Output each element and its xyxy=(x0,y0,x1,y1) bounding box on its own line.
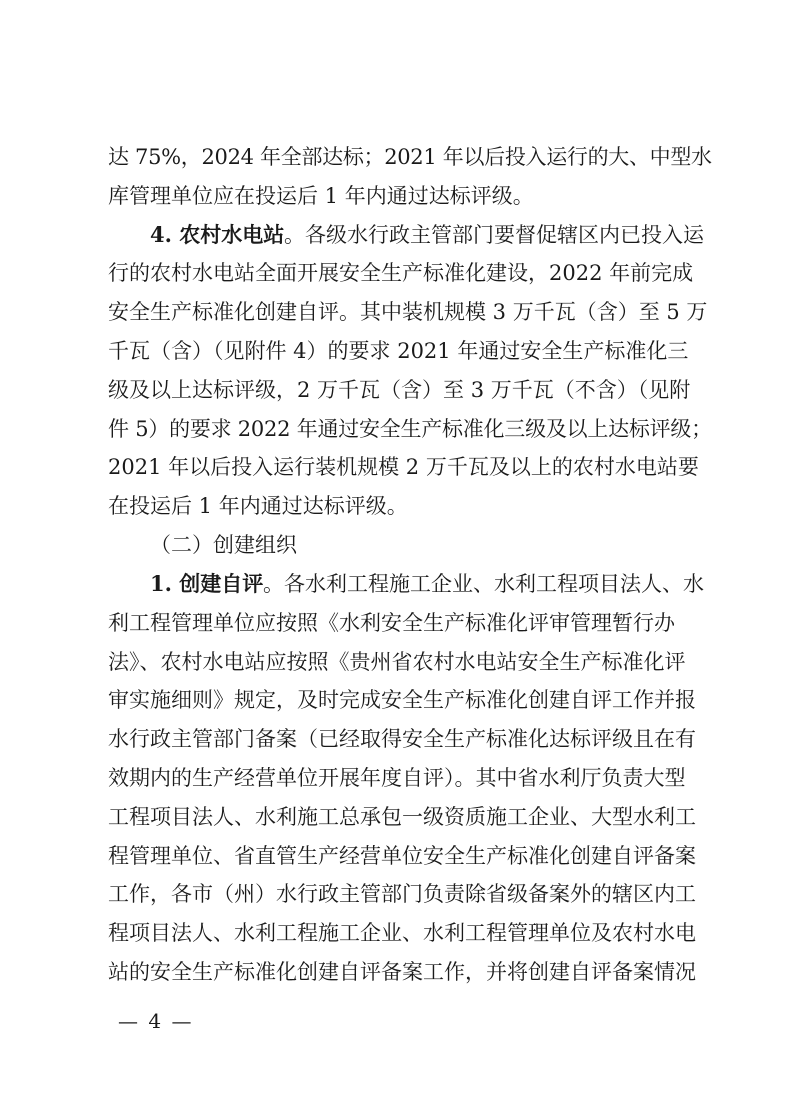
line-text: （二）创建组织 xyxy=(150,533,297,557)
line-text: 程管理单位、省直管生产经营单位安全生产标准化创建自评备案 xyxy=(108,844,696,868)
text-line xyxy=(0,253,800,293)
item-heading: 1. 创建自评 xyxy=(150,571,264,596)
text-line xyxy=(0,603,800,643)
line-text: 行的农村水电站全面开展安全生产标准化建设，2022 年前完成 xyxy=(108,261,694,285)
page-number: — 4 — xyxy=(118,1009,194,1033)
text-line xyxy=(0,447,800,487)
line-text: 效期内的生产经营单位开展年度自评）。其中省水利厅负责大型 xyxy=(108,766,686,790)
text-line xyxy=(0,758,800,798)
line-text: 级及以上达标评级，2 万千瓦（含）至 3 万千瓦（不含）（见附 xyxy=(108,378,691,402)
line-text: 件 5）的要求 2022 年通过安全生产标准化三级及以上达标评级； xyxy=(108,417,712,441)
text-line xyxy=(0,137,800,177)
text-line xyxy=(0,797,800,837)
text-line xyxy=(0,680,800,720)
text-line xyxy=(0,913,800,953)
text-line xyxy=(0,874,800,914)
text-line xyxy=(0,409,800,449)
line-text: 在投运后 1 年内通过达标评级。 xyxy=(108,494,408,518)
text-line xyxy=(0,215,800,255)
text-line xyxy=(0,564,800,604)
line-text: 库管理单位应在投运后 1 年内通过达标评级。 xyxy=(108,184,534,208)
text-line xyxy=(0,370,800,410)
text-line xyxy=(0,836,800,876)
line-text: 审实施细则》规定，及时完成安全生产标准化创建自评工作并报 xyxy=(108,688,696,712)
text-line xyxy=(0,292,800,332)
line-text: 工作，各市（州）水行政主管部门负责除省级备案外的辖区内工 xyxy=(108,882,696,906)
line-text: 工程项目法人、水利施工总承包一级资质施工企业、大型水利工 xyxy=(108,805,696,829)
line-text: 。各级水行政主管部门要督促辖区内已投入运 xyxy=(284,223,704,247)
line-text: 安全生产标准化创建自评。其中装机规模 3 万千瓦（含）至 5 万 xyxy=(108,300,708,324)
text-line xyxy=(0,331,800,371)
item-heading: 4. 农村水电站 xyxy=(150,222,285,247)
line-text: 。各水利工程施工企业、水利工程项目法人、水 xyxy=(263,572,704,596)
section-heading xyxy=(0,525,800,565)
text-line xyxy=(0,176,800,216)
line-text: 千瓦（含）（见附件 4）的要求 2021 年通过安全生产标准化三 xyxy=(108,339,689,363)
text-line xyxy=(0,719,800,759)
text-line xyxy=(0,486,800,526)
line-text: 法》、农村水电站应按照《贵州省农村水电站安全生产标准化评 xyxy=(108,650,686,674)
line-text: 达 75%，2024 年全部达标；2021 年以后投入运行的大、中型水 xyxy=(108,145,712,169)
line-text: 2021 年以后投入运行装机规模 2 万千瓦及以上的农村水电站要 xyxy=(108,455,699,479)
text-line xyxy=(0,642,800,682)
line-text: 水行政主管部门备案（已经取得安全生产标准化达标评级且在有 xyxy=(108,727,696,751)
line-text: 程项目法人、水利工程施工企业、水利工程管理单位及农村水电 xyxy=(108,921,696,945)
line-text: 利工程管理单位应按照《水利安全生产标准化评审管理暂行办 xyxy=(108,611,675,635)
text-line xyxy=(0,952,800,992)
line-text: 站的安全生产标准化创建自评备案工作，并将创建自评备案情况 xyxy=(108,960,696,984)
